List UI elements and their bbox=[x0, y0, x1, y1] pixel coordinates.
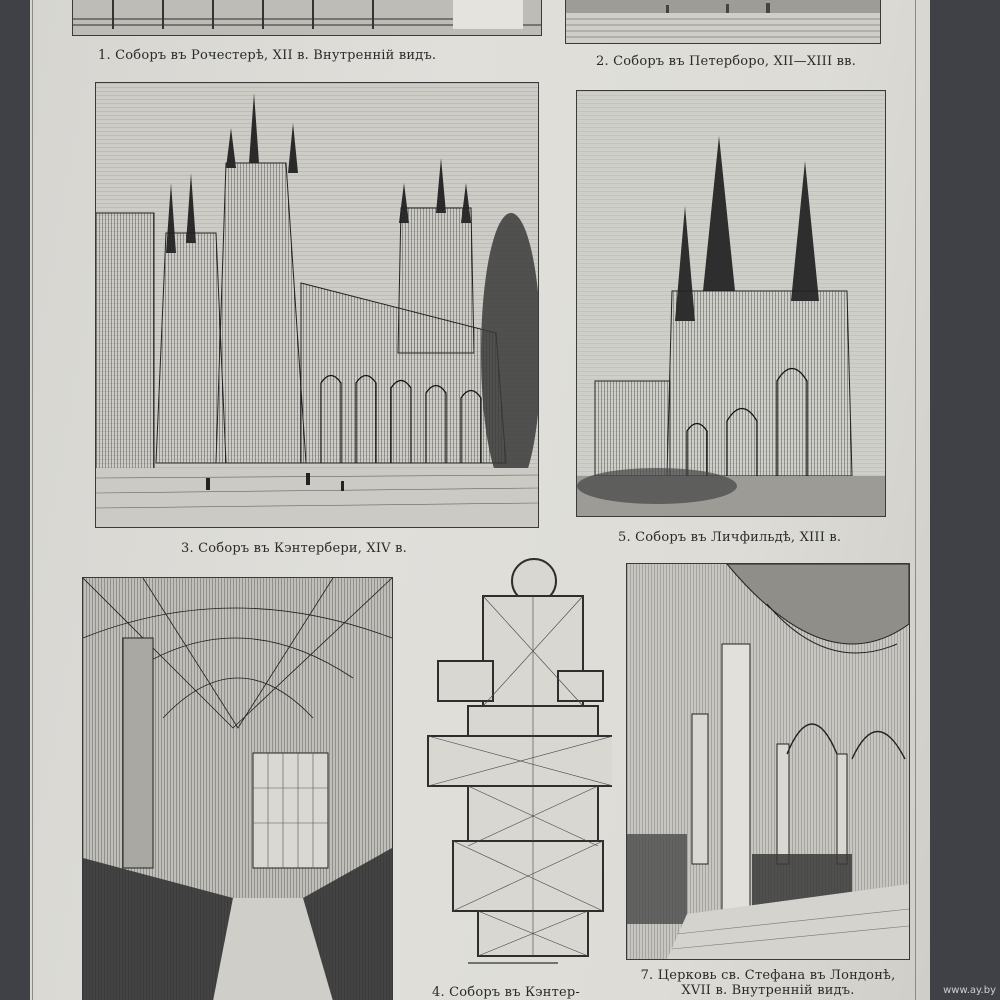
plate-rochester-interior bbox=[72, 0, 542, 36]
left-margin-rule bbox=[32, 0, 33, 1000]
plate-fan-vault-interior bbox=[82, 577, 393, 1000]
plate-peterborough bbox=[565, 0, 881, 44]
right-margin-rule bbox=[915, 0, 916, 1000]
caption-plate-5: 5. Соборъ въ Личфильдѣ, XIII в. bbox=[618, 530, 842, 545]
watermark: www.ay.by bbox=[943, 985, 996, 996]
caption-plate-1: 1. Соборъ въ Рочестерѣ, XII в. Внутренній видъ. bbox=[98, 48, 437, 63]
caption-plate-4: 4. Соборъ въ Кэнтер- bbox=[432, 985, 581, 1000]
plate-st-stephen-interior bbox=[626, 563, 910, 960]
plate-lichfield bbox=[576, 90, 886, 517]
plate-canterbury-plan bbox=[408, 556, 612, 966]
caption-plate-7: 7. Церковь св. Стефана въ Лондонѣ, XVII в. Внутренній видъ. bbox=[640, 968, 896, 998]
caption-plate-2: 2. Соборъ въ Петерборо, XII—XIII вв. bbox=[596, 54, 857, 69]
book-page bbox=[30, 0, 930, 1000]
plate-canterbury bbox=[95, 82, 539, 528]
caption-plate-3: 3. Соборъ въ Кэнтербери, XIV в. bbox=[181, 541, 407, 556]
